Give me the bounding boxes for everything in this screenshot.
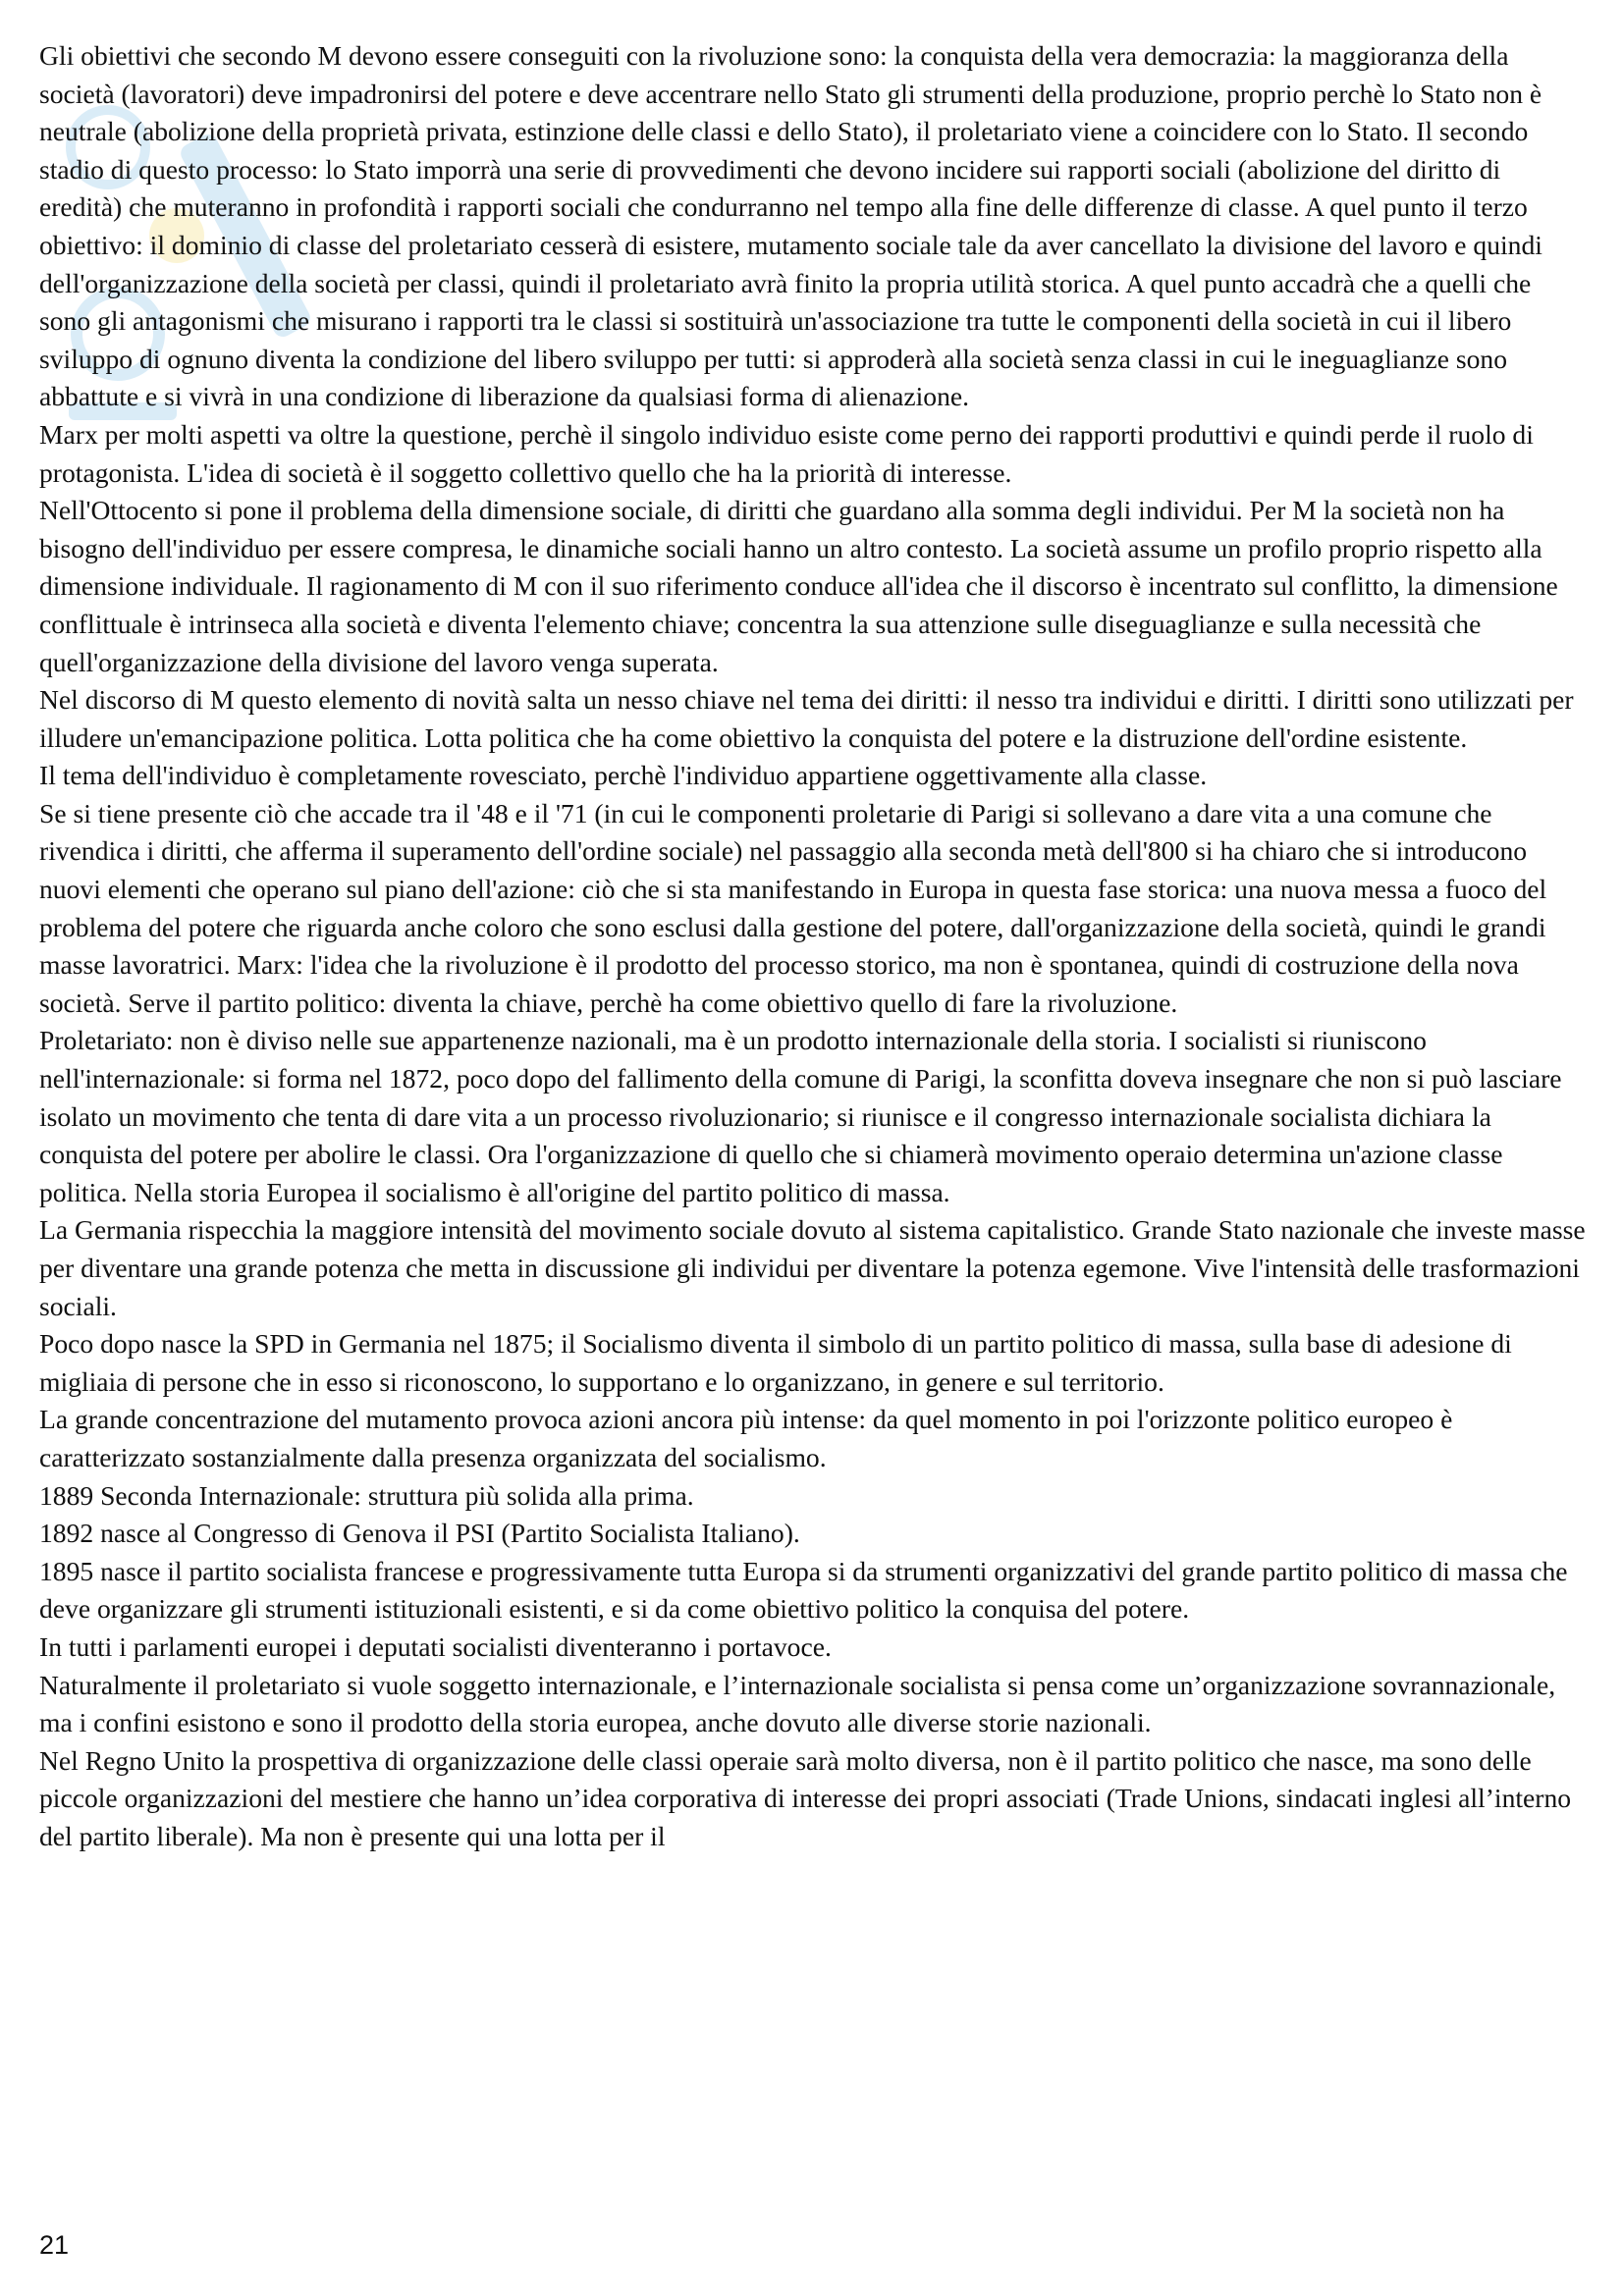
- paragraph: Proletariato: non è diviso nelle sue appartenenze nazionali, ma è un prodotto internazionale della storia. I socialisti si riuniscono nell'internazionale: si forma nel 1872, poco dopo del fallimento della comune di Parigi, la sconfitta doveva insegnare che non si può lasciare isolato un movimento che tenta di dare vita a un processo rivoluzionario; si riunisce e il congresso internazionale socialista dichiara la conquista del potere per abolire le classi. Ora l'organizzazione di quello che si chiamerà movimento operaio determina un'azione classe politica. Nella storia Europea il socialismo è all'origine del partito politico di massa.: [39, 1025, 1562, 1207]
- paragraph: Nell'Ottocento si pone il problema della dimensione sociale, di diritti che guardano alla somma degli individui. Per M la società non ha bisogno dell'individuo per essere compresa, le dinamiche sociali hanno un altro contesto. La società assume un profilo proprio rispetto alla dimensione individuale. Il ragionamento di M con il suo riferimento conduce all'idea che il discorso è incentrato sul conflitto, la dimensione conflittuale è intrinseca alla società e diventa l'elemento chiave; concentra la sua attenzione sulle diseguaglianze e sulla necessità che quell'organizzazione della divisione del lavoro venga superata.: [39, 495, 1558, 677]
- paragraph: Naturalmente il proletariato si vuole soggetto internazionale, e l’internazionale socialista si pensa come un’organizzazione sovrannazionale, ma i confini esistono e sono il prodotto della storia europea, anche dovuto alle diverse storie nazionali.: [39, 1669, 1556, 1738]
- paragraph: Marx per molti aspetti va oltre la questione, perchè il singolo individuo esiste come perno dei rapporti produttivi e quindi perde il ruolo di protagonista. L'idea di società è il soggetto collettivo quello che ha la priorità di interesse.: [39, 418, 1534, 488]
- paragraph: La Germania rispecchia la maggiore intensità del movimento sociale dovuto al sistema capitalistico. Grande Stato nazionale che investe masse per diventare una grande potenza che metta in discussione gli individui per diventare la potenza egemone. Vive l'intensità delle trasformazioni sociali.: [39, 1214, 1586, 1321]
- paragraph: Nel discorso di M questo elemento di novità salta un nesso chiave nel tema dei diritti: il nesso tra individui e diritti. I diritti sono utilizzati per illudere un'emancipazione politica. Lotta politica che ha come obiettivo la conquista del potere e la distruzione dell'ordine esistente.: [39, 684, 1574, 753]
- paragraph: Se si tiene presente ciò che accade tra il '48 e il '71 (in cui le componenti proletarie di Parigi si sollevano a dare vita a una comune che rivendica i diritti, che afferma il superamento dell'ordine sociale) nel passaggio alla seconda metà dell'800 si ha chiaro che si introducono nuovi elementi che operano sul piano dell'azione: ciò che si sta manifestando in Europa in questa fase storica: una nuova messa a fuoco del problema del potere che riguarda anche coloro che sono esclusi dalla gestione del potere, dall'organizzazione della società, quindi le grandi masse lavoratrici. Marx: l'idea che la rivoluzione è il prodotto del processo storico, ma non è spontanea, quindi di costruzione della nova società. Serve il partito politico: diventa la chiave, perchè ha come obiettivo quello di fare la rivoluzione.: [39, 797, 1547, 1018]
- paragraph: 1892 nasce al Congresso di Genova il PSI (Partito Socialista Italiano).: [39, 1518, 800, 1549]
- paragraph: In tutti i parlamenti europei i deputati socialisti diventeranno i portavoce.: [39, 1630, 832, 1662]
- paragraph: Nel Regno Unito la prospettiva di organizzazione delle classi operaie sarà molto diversa, non è il partito politico che nasce, ma sono delle piccole organizzazioni del mestiere che hanno un’idea corporativa di interesse dei propri associati (Trade Unions, sindacati inglesi all’interno del partito liberale). Ma non è presente qui una lotta per il: [39, 1744, 1572, 1851]
- paragraph: La grande concentrazione del mutamento provoca azioni ancora più intense: da quel momento in poi l'orizzonte politico europeo è caratterizzato sostanzialmente dalla presenza organizzata del socialismo.: [39, 1404, 1453, 1472]
- paragraph: Gli obiettivi che secondo M devono essere conseguiti con la rivoluzione sono: la conquista della vera democrazia: la maggioranza della società (lavoratori) deve impadronirsi del potere e deve accentrare nello Stato gli strumenti della produzione, proprio perchè lo Stato non è neutrale (abolizione della proprietà privata, estinzione delle classi e dello Stato), il proletariato viene a coincidere con lo Stato. Il secondo stadio di questo processo: lo Stato imporrà una serie di provvedimenti che devono incidere sui rapporti sociali (abolizione del diritto di eredità) che muteranno in profondità i rapporti sociali che condurranno nel tempo alla fine delle differenze di classe. A quel punto il terzo obiettivo: il dominio di classe del proletariato cesserà di esistere, mutamento sociale tale da aver cancellato la divisione del lavoro e quindi dell'organizzazione della società per classi, quindi il proletariato avrà finito la propria utilità storica. A quel punto accadrà che a quelli che sono gli antagonismi che misurano i rapporti tra le classi si sostituirà un'associazione tra tutte le componenti della società in cui il libero sviluppo di ognuno diventa la condizione del libero sviluppo per tutti: si approderà alla società senza classi in cui le ineguaglianze sono abbattute e si vivrà in una condizione di liberazione da qualsiasi forma di alienazione.: [39, 40, 1542, 412]
- paragraph: 1889 Seconda Internazionale: struttura più solida alla prima.: [39, 1479, 694, 1511]
- document-body: [39, 37, 1586, 1856]
- paragraph: 1895 nasce il partito socialista francese e progressivamente tutta Europa si da strumenti organizzativi del grande partito politico di massa che deve organizzare gli strumenti istituzionali esistenti, e si da come obiettivo politico la conquisa del potere.: [39, 1555, 1568, 1625]
- page-number: 21: [39, 2230, 70, 2260]
- paragraph: Poco dopo nasce la SPD in Germania nel 1875; il Socialismo diventa il simbolo di un partito politico di massa, sulla base di adesione di migliaia di persone che in esso si riconoscono, lo supportano e lo organizzano, in genere e sul territorio.: [39, 1328, 1512, 1397]
- paragraph: Il tema dell'individuo è completamente rovesciato, perchè l'individuo appartiene oggettivamente alla classe.: [39, 760, 1208, 791]
